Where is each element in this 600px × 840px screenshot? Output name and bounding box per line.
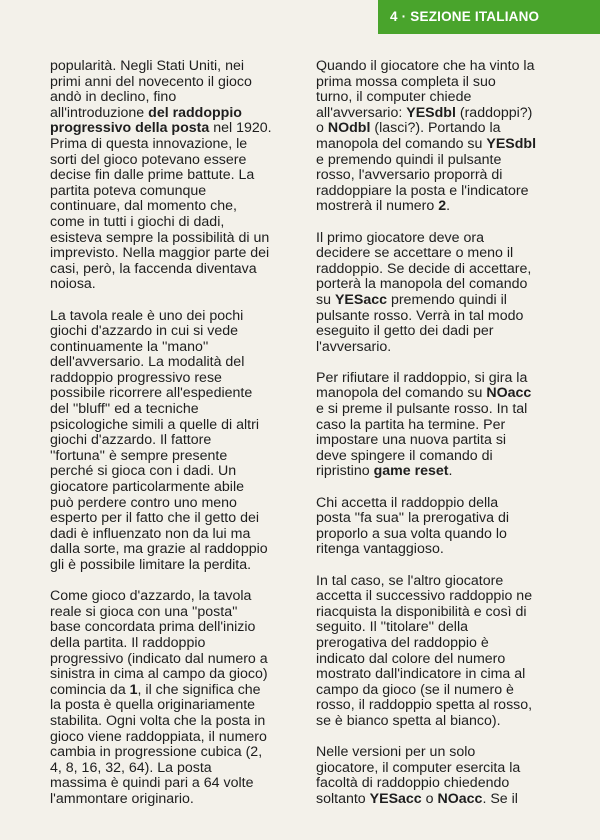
text-run: su [316,291,335,308]
text-run: Nelle versioni per un solo [316,744,476,761]
text-line [50,75,300,91]
text-run: manopola del comando su [316,135,487,152]
text-line [316,386,564,402]
text-line [50,262,300,278]
text-line [50,246,300,262]
text-run: dadi è influenzato non da lui ma [50,525,251,542]
paragraph [316,496,564,558]
text-run: accetta il successivo raddoppio ne [316,588,533,605]
text-line [316,153,564,169]
text-run: all'introduzione [50,104,149,121]
text-run: continuare, dal momento che, [50,198,237,215]
text-run: prerogativa del raddoppio è [316,634,489,651]
text-line [50,730,300,746]
text-line [316,745,564,761]
text-run: 4, 8, 16, 32, 64). La posta [50,759,212,776]
text-run: impostare una nuova partita si [316,432,507,449]
text-run: imprevisto. Nella maggior parte dei [50,245,270,262]
text-run: eseguito il getto dei dadi per [316,323,494,340]
text-line [316,293,564,309]
left-text-column [50,59,300,823]
text-run: esisteva sempre la possibilità di un [50,229,270,246]
text-line [316,464,564,480]
text-run: giocatore particolarmente abile [50,479,245,496]
paragraph [316,231,564,356]
text-line [50,714,300,730]
text-line [316,199,564,215]
text-line [50,527,300,543]
text-run: la posta è quella originariamente [50,697,256,714]
text-line [316,277,564,293]
text-run: . Se il [482,790,518,807]
paragraph [316,371,564,480]
text-run: giocatore, il computer esercita la [316,759,521,776]
text-line [316,324,564,340]
text-line [50,371,300,387]
text-run: continuamente la ''mano'' [50,338,209,355]
text-run: primi anni del novecento il gioco [50,73,252,90]
text-line [50,792,300,808]
text-run: all'avversario: [316,104,407,121]
text-run: caso la partita ha termine. Per [316,416,506,433]
text-line [316,620,564,636]
text-line [316,449,564,465]
text-line [316,433,564,449]
bold-term: YESdbl [486,135,537,152]
bold-term: NOacc [486,385,532,402]
text-line [50,137,300,153]
text-run: base concordata prima dell'inizio [50,619,256,636]
text-run: Quando il giocatore che ha vinto la [316,58,535,74]
paragraph [316,745,564,807]
text-run: giochi d'azzardo in cui si vede [50,323,239,340]
text-run: rosso, l'avversario proporrà di [316,167,503,184]
text-line [316,589,564,605]
text-run: campo da gioco (se il numero è [316,681,514,698]
bold-term: game reset [373,463,449,480]
text-run: decidere se accettare o meno il [316,245,514,262]
text-line [316,714,564,730]
text-run: ''fortuna'' è sempre presente [50,447,228,464]
text-run: porterà la manopola del comando [316,276,528,293]
text-run: sinistra in cima al campo da gioco) [50,666,268,683]
text-line [50,605,300,621]
text-run: dalla sorte, ma grazie al raddoppio [50,541,268,558]
text-line [316,574,564,590]
text-run: manopola del comando su [316,385,487,402]
text-line [50,153,300,169]
text-line [316,511,564,527]
bold-term: YESacc [334,291,387,308]
text-line [316,402,564,418]
text-run: Il primo giocatore deve ora [316,229,484,246]
text-run: o [316,120,328,137]
text-line [316,605,564,621]
text-run: Chi accetta il raddoppio della [316,494,499,511]
bold-term: NOacc [437,790,483,807]
text-line [316,184,564,200]
text-line [50,683,300,699]
text-run: andò in declino, fino [50,89,177,106]
text-run: gioco viene raddoppiata, il numero [50,728,267,745]
text-run: o [421,790,438,807]
text-run: e premendo quindi il pulsante [316,151,502,168]
text-line [316,137,564,153]
text-line [50,496,300,512]
text-run: possibile ricorrere all'espediente [50,385,253,402]
text-line [50,698,300,714]
text-run: progressivo (indicato dal numero a [50,650,268,667]
text-line [316,761,564,777]
text-line [50,652,300,668]
text-run: se è bianco spetta al bianco). [316,712,501,729]
text-run: turno, il computer chiede [316,89,472,106]
bold-term: YESacc [369,790,422,807]
text-run: e si preme il pulsante rosso. In tal [316,401,528,418]
text-line [50,106,300,122]
text-run: del ''bluff'' ed a tecniche [50,401,199,418]
text-line [50,402,300,418]
text-line [50,386,300,402]
text-run: mostrato dall'indicatore in cima al [316,666,526,683]
text-line [50,324,300,340]
text-run: posta ''fa sua'' la prerogativa di [316,510,510,527]
text-line [316,527,564,543]
text-run: seguito. Il ''titolare'' della [316,619,469,636]
text-run: soltanto [316,790,370,807]
text-run: comincia da [50,681,130,698]
bold-term: NOdbl [327,120,371,137]
text-run: psicologiche simili a quelle di altri [50,416,259,433]
text-run: indicato dal colore del numero [316,650,506,667]
text-run: . [448,463,453,480]
bold-term: progressivo della posta [50,120,210,137]
text-run: gli è possibile limitare la perdita. [50,557,252,573]
text-run: decise fin dalle prime battute. La [50,167,255,184]
text-run: esperto per il fatto che il getto dei [50,510,259,527]
text-line [50,620,300,636]
text-run: pulsante rosso. Verrà in tal modo [316,307,524,324]
text-run: In tal caso, se l'altro giocatore [316,572,504,589]
text-run: ritenga vantaggioso. [316,541,444,558]
text-line [316,776,564,792]
text-run: . [446,198,451,215]
text-line [316,340,564,356]
text-line [50,418,300,434]
text-run: premendo quindi il [387,291,507,308]
text-line [50,464,300,480]
text-run: giochi d'azzardo. Il fattore [50,432,212,449]
text-run: della partita. Il raddoppio [50,634,206,651]
text-line [50,776,300,792]
text-run: nel 1920. [209,120,272,137]
text-line [316,652,564,668]
text-line [50,449,300,465]
text-run: (lasci?). Portando la [370,120,501,137]
text-run: Come gioco d'azzardo, la tavola [50,588,252,605]
text-run: ripristino [316,463,374,480]
text-line [316,106,564,122]
paragraph [50,59,300,293]
text-line [316,683,564,699]
text-line [50,199,300,215]
text-line [316,246,564,262]
text-line [316,262,564,278]
text-line [50,355,300,371]
text-line [50,667,300,683]
text-line [50,121,300,137]
text-line [316,418,564,434]
text-line [316,59,564,75]
paragraph [316,59,564,215]
text-line [316,636,564,652]
text-line [50,340,300,356]
text-line [316,121,564,137]
text-run: Per rifiutare il raddoppio, si gira la [316,369,528,386]
text-line [50,542,300,558]
text-line [316,231,564,247]
text-line [316,792,564,808]
text-run: proporlo a sua volta quando lo [316,525,507,542]
text-line [316,168,564,184]
text-run: casi, però, la faccenda diventava [50,260,257,277]
right-text-column [316,59,564,823]
text-line [50,59,300,75]
paragraph [50,309,300,574]
text-line [50,215,300,231]
text-run: l'ammontare originario. [50,790,194,807]
text-line [50,184,300,200]
bold-term: 1 [129,681,138,698]
text-line [316,371,564,387]
text-run: l'avversario. [316,338,392,355]
bold-term: 2 [438,198,447,215]
text-run: raddoppio progressivo rese [50,369,222,386]
text-run: come in tutti i giochi di dadi, [50,213,225,230]
text-run: La tavola reale è uno dei pochi [50,307,244,324]
text-line [316,698,564,714]
text-line [50,745,300,761]
text-run: può perdere contro uno meno [50,494,237,511]
paragraph [50,589,300,807]
paragraph [316,574,564,730]
text-line [50,636,300,652]
text-run: sorti del gioco potevano essere [50,151,247,168]
text-run: raddoppiare la posta e l'indicatore [316,182,529,199]
text-run: dell'avversario. La modalità del [50,354,245,371]
text-line [50,309,300,325]
text-run: rosso, il raddoppio spetta al rosso, [316,697,533,714]
text-run: popularità. Negli Stati Uniti, nei [50,58,244,74]
text-run: cambia in progressione cubica (2, [50,744,263,761]
text-line [316,90,564,106]
text-line [50,90,300,106]
text-line [316,75,564,91]
section-header-title: 4 · SEZIONE ITALIANO [390,9,540,24]
text-run: perché si gioca con i dadi. Un [50,463,237,480]
text-line [316,667,564,683]
text-run: facoltà di raddoppio chiedendo [316,775,510,792]
bold-term: del raddoppio [148,104,242,121]
text-line [50,511,300,527]
text-run: riacquista la disponibilità e così di [316,603,527,620]
text-run: massima è quindi pari a 64 volte [50,775,254,792]
text-run: reale si gioca con una ''posta'' [50,603,238,620]
text-line [50,558,300,574]
text-run: noiosa. [50,276,96,293]
text-line [50,761,300,777]
text-line [50,231,300,247]
text-line [50,433,300,449]
text-run: deve spingere il comando di [316,447,493,464]
bold-term: YESdbl [406,104,456,121]
text-run: mostrerà il numero [316,198,439,215]
text-line [50,168,300,184]
text-line [316,309,564,325]
text-line [50,589,300,605]
text-line [50,277,300,293]
text-line [316,496,564,512]
text-run: , il che significa che [137,681,261,698]
text-run: raddoppio. Se decide di accettare, [316,260,532,277]
text-line [50,480,300,496]
text-run: Prima di questa innovazione, le [50,135,248,152]
text-run: prima mossa completa il suo [316,73,496,90]
text-run: (raddoppi?) [455,104,533,121]
text-line [316,542,564,558]
text-run: stabilita. Ogni volta che la posta in [50,712,266,729]
text-run: partita poteva comunque [50,182,207,199]
